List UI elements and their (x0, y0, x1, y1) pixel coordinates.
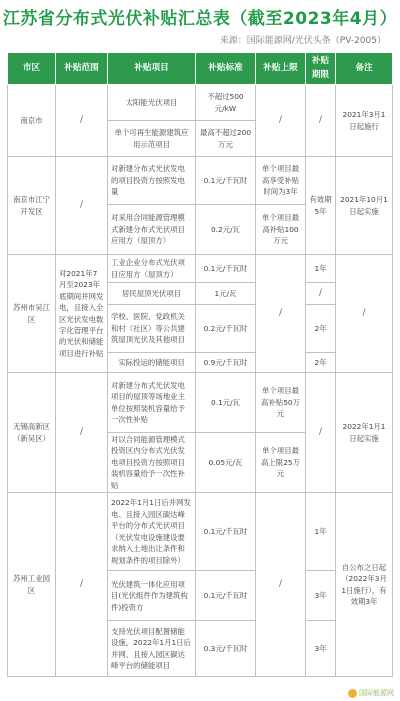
item-cell: 2022年1月1日后并网发电、且接入园区碳达峰平台的分布式光伏项目（光伏发电设施建设要求纳入土地出让条件和规划条件的项目除外） (108, 493, 196, 571)
period-cell: 1年 (306, 255, 336, 283)
scope-cell: / (56, 85, 108, 157)
standard-cell: 0.1元/千瓦时 (196, 255, 256, 283)
standard-cell: 0.2元/瓦 (196, 205, 256, 255)
region-cell: 苏州市吴江区 (8, 255, 56, 373)
logo-text: 国际能源网 (359, 689, 394, 697)
standard-cell: 最高不超过200万元 (196, 121, 256, 157)
header-cap: 补贴上限 (256, 53, 306, 85)
item-cell: 居民屋顶光伏项目 (108, 283, 196, 305)
period-cell: / (306, 373, 336, 493)
region-cell: 无锡高新区（新吴区） (8, 373, 56, 493)
header-scope: 补贴范围 (56, 53, 108, 85)
standard-cell: 0.1元/瓦 (196, 373, 256, 433)
table-row (8, 255, 393, 283)
scope-cell: / (56, 493, 108, 677)
item-cell: 对新建分布式光伏发电的项目投资方按照发电量 (108, 157, 196, 205)
standard-cell: 0.2元/千瓦时 (196, 305, 256, 353)
subsidy-table (7, 52, 393, 677)
scope-cell: / (56, 157, 108, 255)
item-cell: 太阳能光伏项目 (108, 85, 196, 121)
period-cell: 2年 (306, 353, 336, 373)
note-cell: 2021年10月1日起实施 (336, 157, 393, 255)
cap-cell: 单个项目最高享受补贴时间为3年 (256, 157, 306, 205)
item-cell: 对采用合同能源管理模式新建分布式光伏项目应用方（屋顶方） (108, 205, 196, 255)
period-cell: 1年 (306, 493, 336, 571)
period-cell: 3年 (306, 621, 336, 677)
region-cell: 苏州工业园区 (8, 493, 56, 677)
cap-cell: / (256, 493, 306, 677)
item-cell: 对以合同能源管理模式投资区内分布式光伏发电项目投资方按照项目装机容量给予一次性补贴 (108, 433, 196, 493)
cap-cell: / (256, 255, 306, 373)
period-cell: / (306, 85, 336, 157)
scope-cell: / (56, 373, 108, 493)
item-cell: 单个可再生能源建筑应用示范项目 (108, 121, 196, 157)
note-cell: / (336, 255, 393, 373)
header-period: 补贴期限 (306, 53, 336, 85)
standard-cell: 0.3元/千瓦时 (196, 621, 256, 677)
source-line: 来源：国际能源网/光伏头条（PV-2005） (219, 36, 386, 46)
sun-icon (348, 689, 357, 698)
period-cell: 有效期5年 (306, 157, 336, 255)
standard-cell: 1元/瓦 (196, 283, 256, 305)
watermark-logo (348, 688, 394, 698)
item-cell: 光伏建筑一体化应用项目(光伏组件作为建筑构件)投资方 (108, 571, 196, 621)
cap-cell: / (256, 85, 306, 157)
period-cell: 3年 (306, 571, 336, 621)
standard-cell: 0.9元/千瓦时 (196, 353, 256, 373)
item-cell: 实际投运的储能项目 (108, 353, 196, 373)
standard-cell: 0.1元/千瓦时 (196, 493, 256, 571)
header-standard: 补贴标准 (196, 53, 256, 85)
note-cell: 2022年1月1日起实施 (336, 373, 393, 493)
table-row (8, 157, 393, 205)
period-cell: / (306, 283, 336, 305)
standard-cell: 0.1元/千瓦时 (196, 571, 256, 621)
cap-cell: 单个项目最高补贴50万元 (256, 373, 306, 433)
header-note: 备注 (336, 53, 393, 85)
header-row (8, 53, 393, 85)
cap-cell: 单个项目最高补贴100万元 (256, 205, 306, 255)
table-row (8, 493, 393, 571)
item-cell: 支持光伏项目配置储能设施，2022年1月1日后并网、且接入园区碳达峰平台的储能项目 (108, 621, 196, 677)
note-cell: 自公布之日起（2022年3月1日施行），有效期3年 (336, 493, 393, 677)
cap-cell: 单个项目最高上限25万元 (256, 433, 306, 493)
standard-cell: 不超过500元/kW (196, 85, 256, 121)
period-cell: 2年 (306, 305, 336, 353)
scope-cell: 对2021年7月至2023年底期间并网发电，且接入全区光伏发电数字化管理平台的光伏和储能项目进行补贴 (56, 255, 108, 373)
item-cell: 对新建分布式光伏发电项目的屋顶等场地业主单位按照装机容量给予一次性补贴 (108, 373, 196, 433)
note-cell: 2021年3月1日起施行 (336, 85, 393, 157)
region-cell: 南京市 (8, 85, 56, 157)
header-region: 市区 (8, 53, 56, 85)
region-cell: 南京市江宁开发区 (8, 157, 56, 255)
page-title: 江苏省分布式光伏补贴汇总表（截至2023年4月） (2, 9, 398, 29)
standard-cell: 0.1元/千瓦时 (196, 157, 256, 205)
item-cell: 工业企业分布式光伏项目应用方（屋顶方） (108, 255, 196, 283)
table-row (8, 85, 393, 121)
standard-cell: 0.05元/瓦 (196, 433, 256, 493)
table-row (8, 373, 393, 433)
header-item: 补贴项目 (108, 53, 196, 85)
item-cell: 学校、医院、党政机关和村（社区）等公共建筑屋顶光伏及其他项目 (108, 305, 196, 353)
